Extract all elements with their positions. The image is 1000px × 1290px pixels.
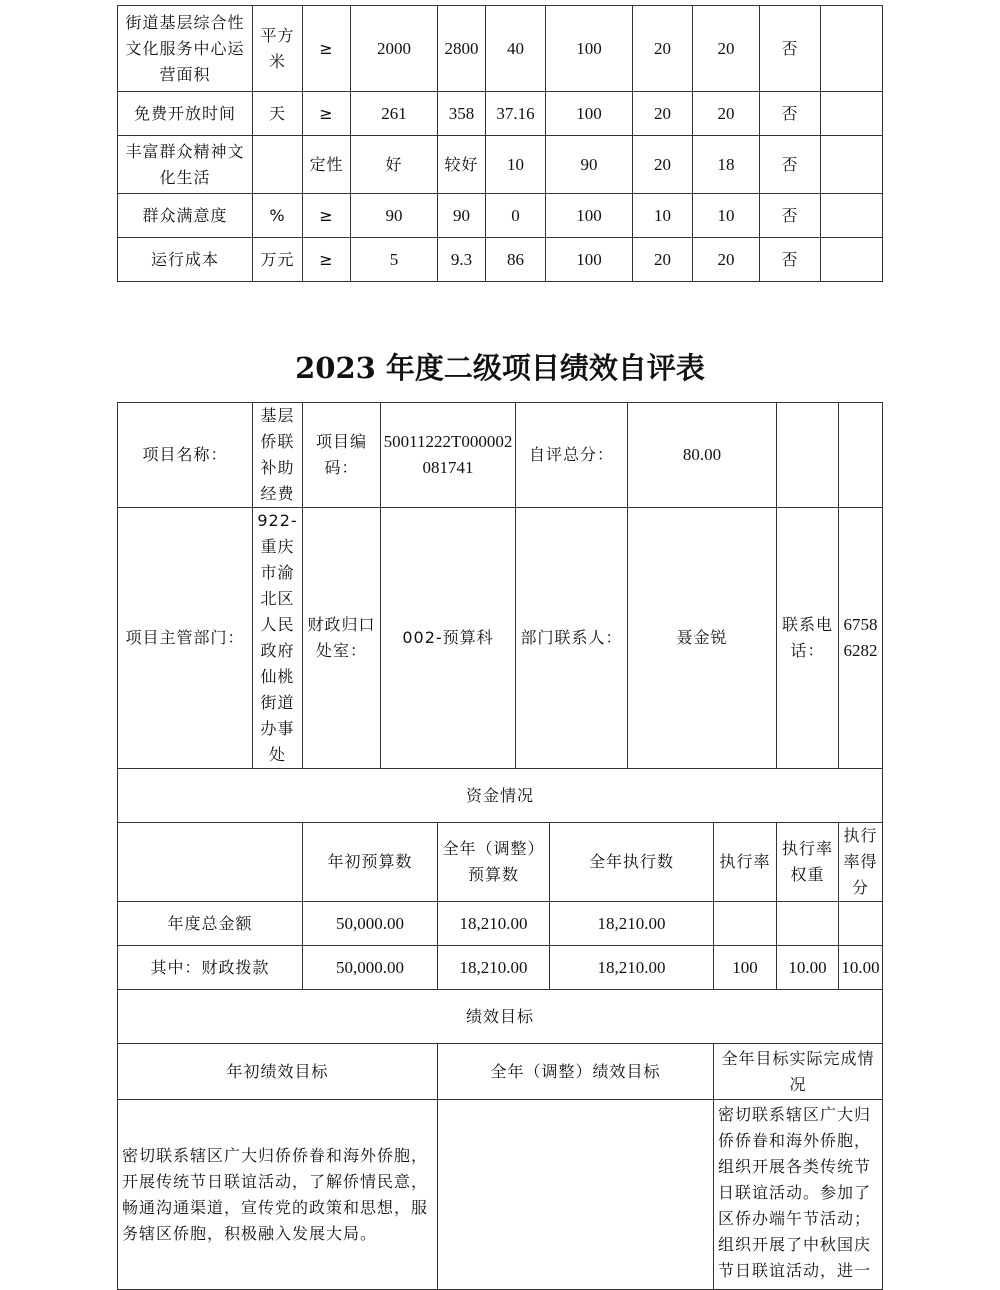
indicator-deviation: 10 — [486, 136, 546, 194]
office-value: 002-预算科 — [381, 508, 516, 769]
indicator-actual: 9.3 — [438, 238, 486, 282]
indicator-unit: 万元 — [253, 238, 303, 282]
indicator-op: ≥ — [303, 238, 351, 282]
goals-header-row — [118, 1044, 883, 1100]
indicator-actual: 较好 — [438, 136, 486, 194]
phone-label: 联系电话： — [777, 508, 839, 769]
indicator-row — [118, 238, 883, 282]
funds-section-label: 资金情况 — [118, 769, 883, 823]
funds-header-row — [118, 823, 883, 902]
empty-cell — [118, 823, 303, 902]
department-value: 922-重庆市渝北区人民政府仙桃街道办事处 — [253, 508, 303, 769]
adjusted-goal-header: 全年（调整）绩效目标 — [438, 1044, 714, 1100]
indicator-name: 街道基层综合性文化服务中心运营面积 — [118, 6, 253, 92]
indicator-weight: 20 — [633, 238, 693, 282]
indicator-row — [118, 194, 883, 238]
funds-adjusted: 18,210.00 — [438, 902, 550, 946]
funds-header: 全年（调整）预算数 — [438, 823, 550, 902]
self-score-value: 80.00 — [628, 403, 777, 508]
funds-score — [839, 902, 883, 946]
indicator-unit: % — [253, 194, 303, 238]
indicator-rate: 100 — [546, 92, 633, 136]
indicator-extra — [821, 238, 883, 282]
indicator-row — [118, 6, 883, 92]
goals-section-row — [118, 990, 883, 1044]
funds-weight — [777, 902, 839, 946]
project-code-value: 50011222T000002081741 — [381, 403, 516, 508]
indicator-flag: 否 — [760, 6, 821, 92]
funds-weight: 10.00 — [777, 946, 839, 990]
project-name-row — [118, 403, 883, 508]
project-name-value: 基层侨联补助经费 — [253, 403, 303, 508]
indicator-op: ≥ — [303, 92, 351, 136]
indicator-target: 5 — [351, 238, 438, 282]
indicator-score: 20 — [693, 92, 760, 136]
indicator-name: 运行成本 — [118, 238, 253, 282]
indicator-target: 90 — [351, 194, 438, 238]
funds-adjusted: 18,210.00 — [438, 946, 550, 990]
indicator-score: 20 — [693, 238, 760, 282]
indicator-op: ≥ — [303, 6, 351, 92]
funds-row-label: 其中：财政拨款 — [118, 946, 303, 990]
contact-label: 部门联系人： — [516, 508, 628, 769]
indicator-score: 18 — [693, 136, 760, 194]
indicator-name: 丰富群众精神文化生活 — [118, 136, 253, 194]
funds-rate — [714, 902, 777, 946]
indicator-weight: 20 — [633, 136, 693, 194]
indicator-rate: 90 — [546, 136, 633, 194]
funds-header: 年初预算数 — [303, 823, 438, 902]
indicator-deviation: 37.16 — [486, 92, 546, 136]
initial-goal-header: 年初绩效目标 — [118, 1044, 438, 1100]
funds-executed: 18,210.00 — [550, 946, 714, 990]
indicator-deviation: 86 — [486, 238, 546, 282]
actual-goal-text: 密切联系辖区广大归侨侨眷和海外侨胞，组织开展各类传统节日联谊活动。参加了区侨办端午节活动；组织开展了中秋国庆节日联谊活动，进一 — [714, 1100, 883, 1290]
indicator-name: 免费开放时间 — [118, 92, 253, 136]
indicator-score: 20 — [693, 6, 760, 92]
indicator-extra — [821, 136, 883, 194]
indicator-deviation: 0 — [486, 194, 546, 238]
indicator-table — [117, 5, 883, 282]
indicator-actual: 2800 — [438, 6, 486, 92]
funds-header: 执行率得分 — [839, 823, 883, 902]
indicator-weight: 10 — [633, 194, 693, 238]
funds-header: 执行率权重 — [777, 823, 839, 902]
indicator-extra — [821, 92, 883, 136]
indicator-rate: 100 — [546, 194, 633, 238]
department-row — [118, 508, 883, 769]
funds-rate: 100 — [714, 946, 777, 990]
project-name-label: 项目名称： — [118, 403, 253, 508]
funds-header: 执行率 — [714, 823, 777, 902]
empty-cell — [777, 403, 839, 508]
funds-initial: 50,000.00 — [303, 946, 438, 990]
project-code-label: 项目编码： — [303, 403, 381, 508]
indicator-actual: 358 — [438, 92, 486, 136]
indicator-rate: 100 — [546, 6, 633, 92]
funds-score: 10.00 — [839, 946, 883, 990]
indicator-unit — [253, 136, 303, 194]
indicator-actual: 90 — [438, 194, 486, 238]
funds-header: 全年执行数 — [550, 823, 714, 902]
indicator-extra — [821, 194, 883, 238]
indicator-deviation: 40 — [486, 6, 546, 92]
funds-row-fiscal — [118, 946, 883, 990]
indicator-extra — [821, 6, 883, 92]
office-label: 财政归口处室： — [303, 508, 381, 769]
goals-section-label: 绩效目标 — [118, 990, 883, 1044]
page-title: 2023 年度二级项目绩效自评表 — [295, 351, 705, 385]
indicator-row — [118, 136, 883, 194]
department-label: 项目主管部门： — [118, 508, 253, 769]
goals-content-row — [118, 1100, 883, 1290]
funds-initial: 50,000.00 — [303, 902, 438, 946]
indicator-unit: 天 — [253, 92, 303, 136]
indicator-target: 好 — [351, 136, 438, 194]
funds-row-total — [118, 902, 883, 946]
initial-goal-text: 密切联系辖区广大归侨侨眷和海外侨胞，开展传统节日联谊活动，了解侨情民意，畅通沟通渠道，宣传党的政策和思想，服务辖区侨胞，积极融入发展大局。 — [118, 1100, 438, 1290]
indicator-unit: 平方米 — [253, 6, 303, 92]
self-evaluation-table — [117, 402, 883, 1290]
indicator-score: 10 — [693, 194, 760, 238]
indicator-weight: 20 — [633, 92, 693, 136]
funds-section-row — [118, 769, 883, 823]
indicator-flag: 否 — [760, 238, 821, 282]
indicator-flag: 否 — [760, 92, 821, 136]
indicator-weight: 20 — [633, 6, 693, 92]
indicator-flag: 否 — [760, 136, 821, 194]
indicator-name: 群众满意度 — [118, 194, 253, 238]
indicator-target: 2000 — [351, 6, 438, 92]
empty-cell — [839, 403, 883, 508]
funds-row-label: 年度总金额 — [118, 902, 303, 946]
indicator-op: ≥ — [303, 194, 351, 238]
indicator-row — [118, 92, 883, 136]
indicator-target: 261 — [351, 92, 438, 136]
funds-executed: 18,210.00 — [550, 902, 714, 946]
contact-value: 聂金锐 — [628, 508, 777, 769]
actual-goal-header: 全年目标实际完成情况 — [714, 1044, 883, 1100]
adjusted-goal-text — [438, 1100, 714, 1290]
self-score-label: 自评总分： — [516, 403, 628, 508]
indicator-op: 定性 — [303, 136, 351, 194]
indicator-rate: 100 — [546, 238, 633, 282]
phone-value: 67586282 — [839, 508, 883, 769]
indicator-flag: 否 — [760, 194, 821, 238]
